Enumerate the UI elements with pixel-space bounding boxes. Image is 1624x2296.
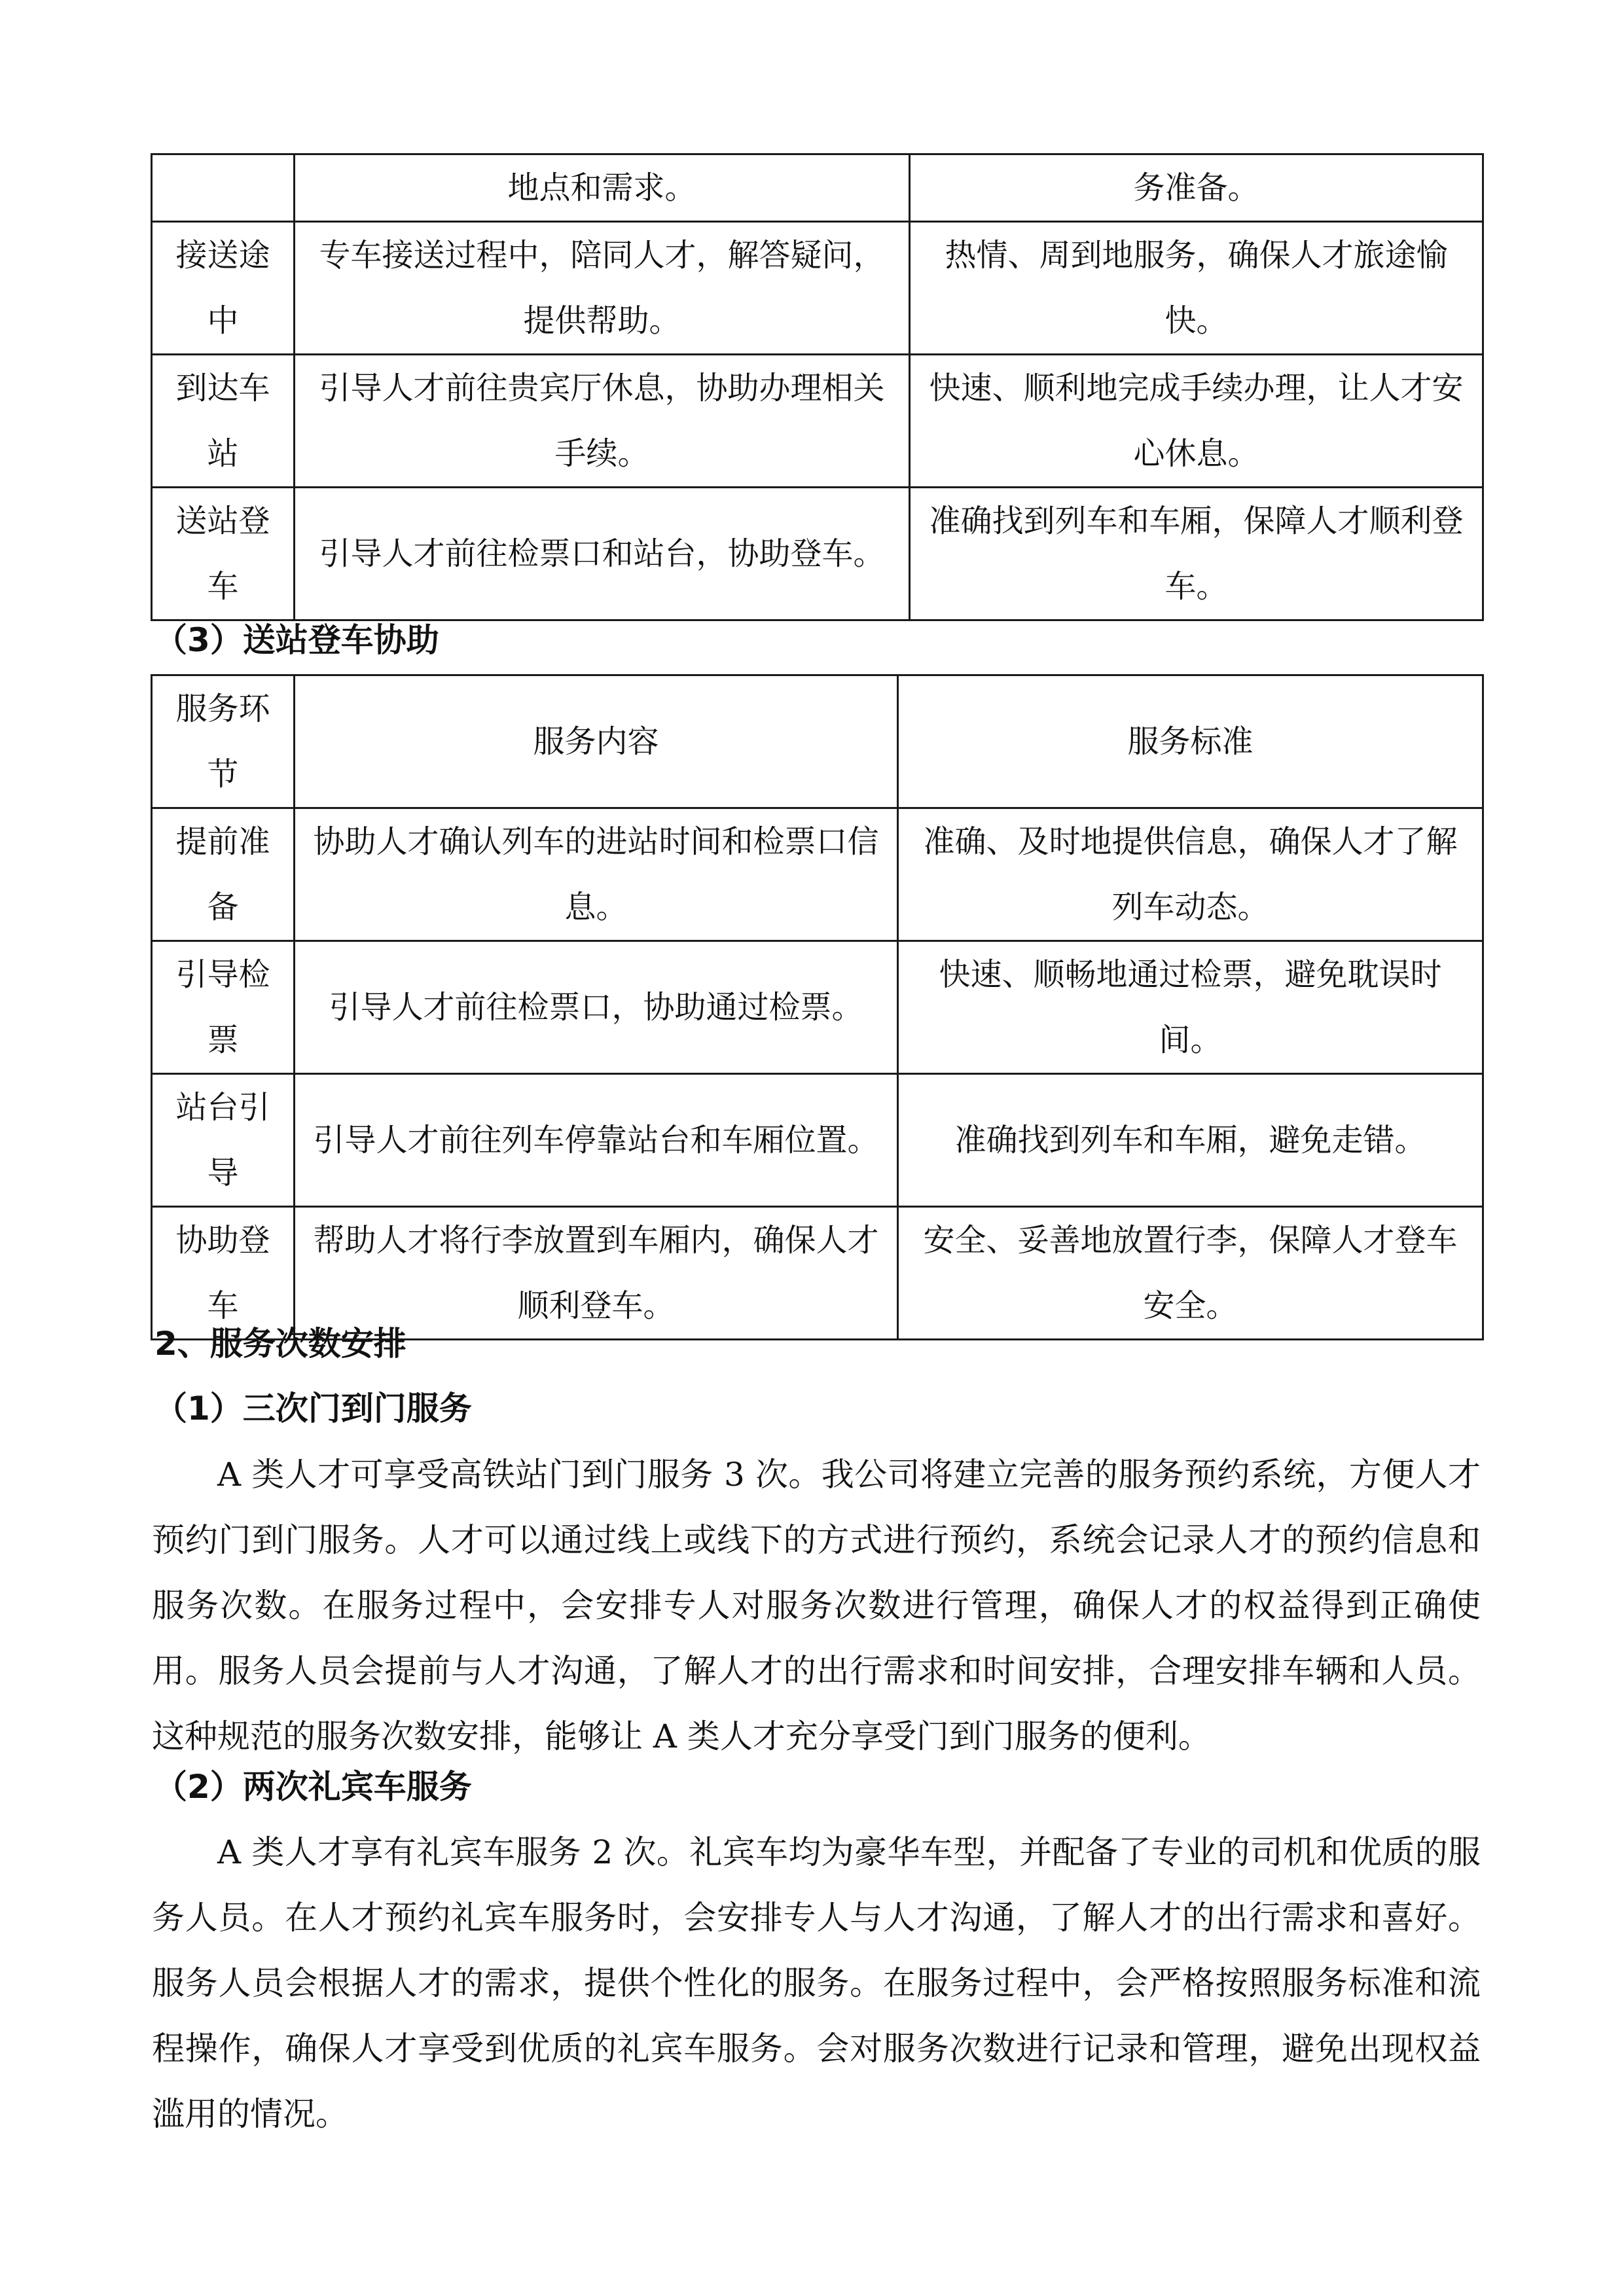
paragraph-vip-car: A 类人才享有礼宾车服务 2 次。礼宾车均为豪华车型，并配备了专业的司机和优质的服务人员。在人才预约礼宾车服务时，会安排专人与人才沟通，了解人才的出行需求和喜好。服务人员会根据人才的需求，提供个性化的服务。在服务过程中，会严格按照服务标准和流程操作，确保人才享受到优质的礼宾车服务。会对服务次数进行记录和管理，避免出现权益滥用的情况。: [152, 1833, 1481, 2133]
header-content: 服务内容: [295, 675, 898, 808]
content-cell: 帮助人才将行李放置到车厢内，确保人才顺利登车。: [295, 1207, 898, 1340]
stage-cell: 站台引导: [152, 1074, 295, 1207]
paragraph-door-to-door: A 类人才可享受高铁站门到门服务 3 次。我公司将建立完善的服务预约系统，方便人才预约门到门服务。人才可以通过线上或线下的方式进行预约，系统会记录人才的预约信息和服务次数。在服务过程中，会安排专人对服务次数进行管理，确保人才的权益得到正确使用。服务人员会提前与人才沟通，了解人才的出行需求和时间安排，合理安排车辆和人员。这种规范的服务次数安排，能够让 A 类人才充分享受门到门服务的便利。: [152, 1456, 1481, 1755]
standard-cell: 安全、妥善地放置行李，保障人才登车安全。: [898, 1207, 1483, 1340]
content-cell: 引导人才前往列车停靠站台和车厢位置。: [295, 1074, 898, 1207]
standard-cell: 准确找到列车和车厢，避免走错。: [898, 1074, 1483, 1207]
stage-cell: 提前准备: [152, 808, 295, 941]
content-cell: 引导人才前往贵宾厅休息，协助办理相关手续。: [295, 355, 910, 488]
table-row: [152, 355, 1483, 488]
table-row: [152, 1074, 1483, 1207]
stage-cell: 到达车站: [152, 355, 295, 488]
standard-cell: 快速、顺畅地通过检票，避免耽误时间。: [898, 941, 1483, 1074]
table-header-row: [152, 675, 1483, 808]
content-cell: 地点和需求。: [295, 154, 910, 222]
content-cell: 引导人才前往检票口，协助通过检票。: [295, 941, 898, 1074]
standard-cell: 准确找到列车和车厢，保障人才顺利登车。: [910, 488, 1483, 620]
stage-cell: 送站登车: [152, 488, 295, 620]
content-cell: 专车接送过程中，陪同人才，解答疑问，提供帮助。: [295, 222, 910, 355]
departure-assist-table: [151, 674, 1484, 1340]
standard-cell: 准确、及时地提供信息，确保人才了解列车动态。: [898, 808, 1483, 941]
subsection-heading-door-to-door: （1）三次门到门服务: [154, 1390, 472, 1427]
stage-cell: 协助登车: [152, 1207, 295, 1340]
table-row: [152, 488, 1483, 620]
table-row: [152, 154, 1483, 222]
section-heading-service-count: 2、服务次数安排: [154, 1325, 406, 1363]
subsection-heading-vip-car: （2）两次礼宾车服务: [154, 1768, 472, 1806]
table-row: [152, 222, 1483, 355]
section-heading-departure-assist: （3）送站登车协助: [154, 621, 439, 659]
content-cell: 协助人才确认列车的进站时间和检票口信息。: [295, 808, 898, 941]
stage-cell: 引导检票: [152, 941, 295, 1074]
stage-cell: [152, 154, 295, 222]
standard-cell: 务准备。: [910, 154, 1483, 222]
content-cell: 引导人才前往检票口和站台，协助登车。: [295, 488, 910, 620]
header-standard: 服务标准: [898, 675, 1483, 808]
table-row: [152, 808, 1483, 941]
standard-cell: 快速、顺利地完成手续办理，让人才安心休息。: [910, 355, 1483, 488]
table-row: [152, 1207, 1483, 1340]
table-row: [152, 941, 1483, 1074]
standard-cell: 热情、周到地服务，确保人才旅途愉快。: [910, 222, 1483, 355]
stage-cell: 接送途中: [152, 222, 295, 355]
service-table-continued: [151, 153, 1484, 621]
header-stage: 服务环节: [152, 675, 295, 808]
